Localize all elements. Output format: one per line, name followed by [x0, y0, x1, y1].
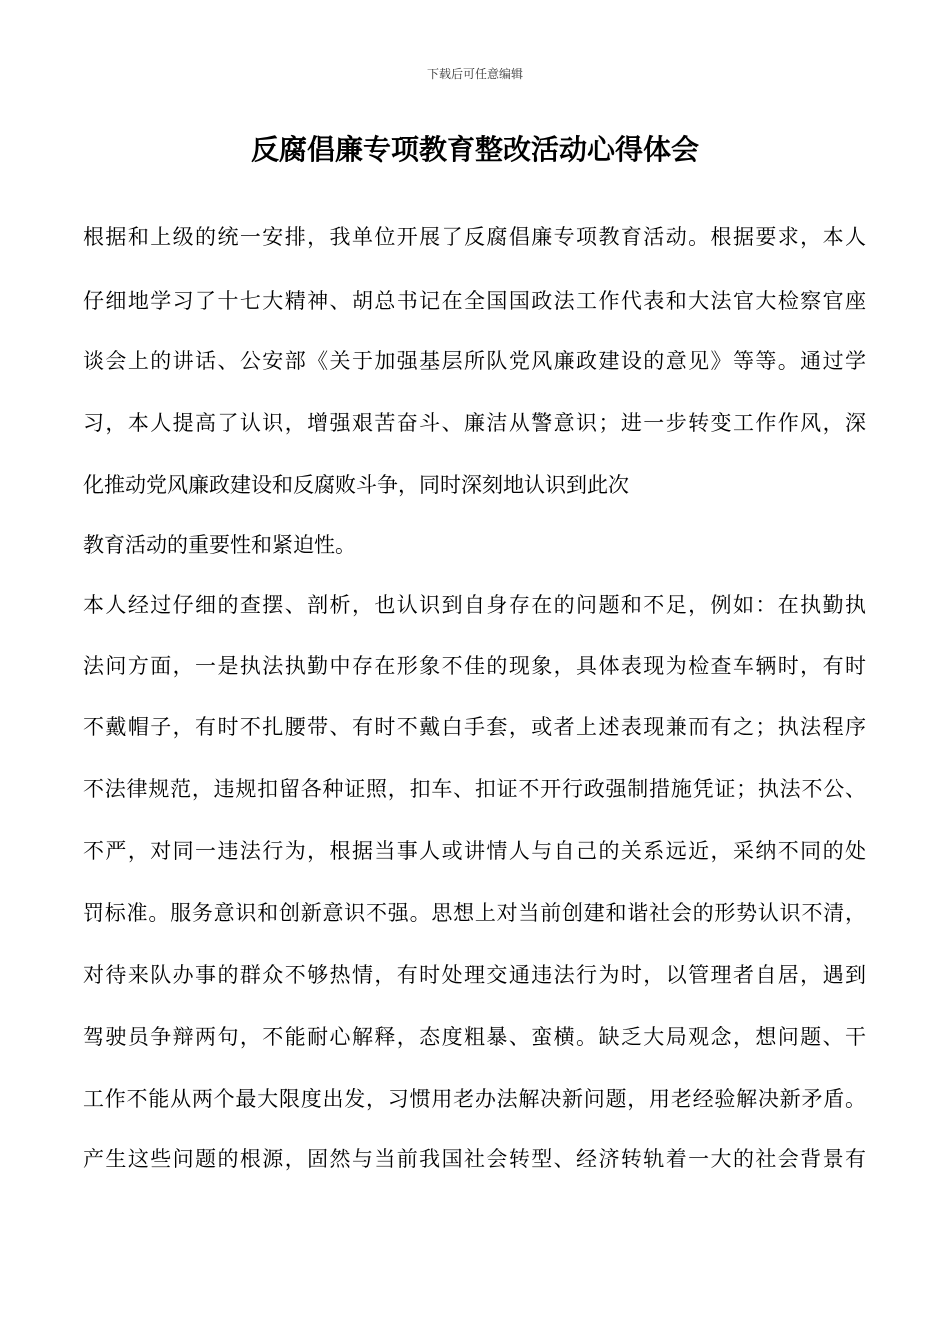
body-line-16: 产生这些问题的根源，固然与当前我国社会转型、经济转轨着一大的社会背景有 — [83, 1147, 866, 1171]
body-line-2: 仔细地学习了十七大精神、胡总书记在全国国政法工作代表和大法官大检察官座 — [83, 289, 866, 313]
body-line-14: 驾驶员争辩两句，不能耐心解释，态度粗暴、蛮横。缺乏大局观念，想问题、干 — [83, 1025, 866, 1049]
body-line-7: 本人经过仔细的查摆、剖析，也认识到自身存在的问题和不足，例如：在执勤执 — [83, 593, 866, 617]
body-line-1: 根据和上级的统一安排，我单位开展了反腐倡廉专项教育活动。根据要求，本人 — [83, 225, 866, 249]
body-line-4: 习，本人提高了认识，增强艰苦奋斗、廉洁从警意识；进一步转变工作作风，深 — [83, 411, 866, 435]
body-line-15: 工作不能从两个最大限度出发，习惯用老办法解决新问题，用老经验解决新矛盾。 — [83, 1087, 866, 1111]
body-line-10: 不法律规范，违规扣留各种证照，扣车、扣证不开行政强制措施凭证；执法不公、 — [83, 777, 866, 801]
body-line-9: 不戴帽子，有时不扎腰带、有时不戴白手套，或者上述表现兼而有之；执法程序 — [83, 715, 866, 739]
body-line-12: 罚标准。服务意识和创新意识不强。思想上对当前创建和谐社会的形势认识不清， — [83, 901, 866, 925]
body-line-8: 法问方面，一是执法执勤中存在形象不佳的现象，具体表现为检查车辆时，有时 — [83, 654, 866, 678]
body-line-5: 化推动党风廉政建设和反腐败斗争，同时深刻地认识到此次 — [83, 473, 629, 497]
body-line-11: 不严，对同一违法行为，根据当事人或讲情人与自己的关系远近，采纳不同的处 — [83, 839, 866, 863]
document-title: 反腐倡廉专项教育整改活动心得体会 — [250, 133, 699, 166]
body-line-13: 对待来队办事的群众不够热情，有时处理交通违法行为时，以管理者自居，遇到 — [83, 963, 866, 987]
body-line-6: 教育活动的重要性和紧迫性。 — [83, 533, 356, 557]
body-line-3: 谈会上的讲话、公安部《关于加强基层所队党风廉政建设的意见》等等。通过学 — [83, 349, 866, 373]
header-note: 下载后可任意编辑 — [426, 67, 523, 81]
